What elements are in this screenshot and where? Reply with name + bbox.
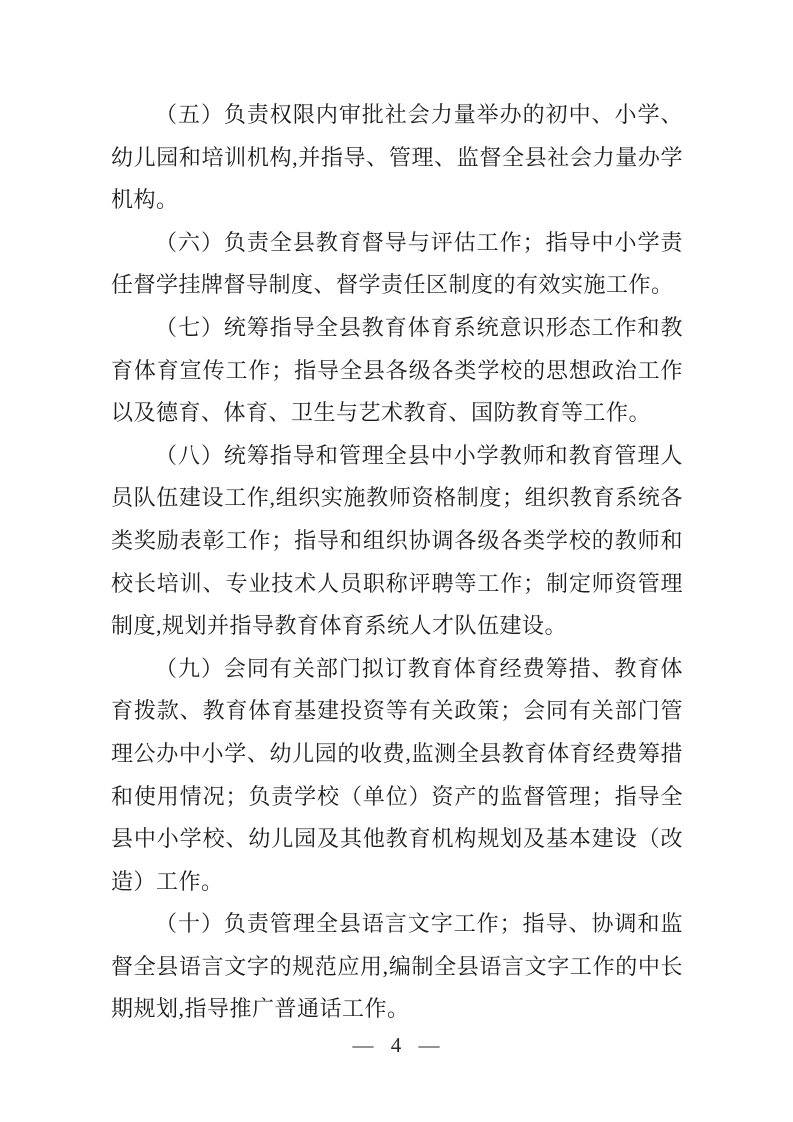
paragraph-item-ten: （十）负责管理全县语言文字工作；指导、协调和监督全县语言文字的规范应用,编制全县语言文字工作的中长期规划,指导推广普通话工作。 <box>111 911 683 1022</box>
document-body <box>111 94 683 1031</box>
paragraph-item-eight: （八）统筹指导和管理全县中小学教师和教育管理人员队伍建设工作,组织实施教师资格制度；组织教育系统各类奖励表彰工作；指导和组织协调各级各类学校的教师和校长培训、专业技术人员职称评聘等工作；制定师资管理制度,规划并指导教育体育系统人才队伍建设。 <box>111 442 683 639</box>
paragraph-item-six: （六）负责全县教育督导与评估工作；指导中小学责任督学挂牌督导制度、督学责任区制度的有效实施工作。 <box>111 229 683 298</box>
paragraph-item-seven: （七）统筹指导全县教育体育系统意识形态工作和教育体育宣传工作；指导全县各级各类学校的思想政治工作以及德育、体育、卫生与艺术教育、国防教育等工作。 <box>111 314 683 426</box>
paragraph-item-five: （五）负责权限内审批社会力量举办的初中、小学、幼儿园和培训机构,并指导、管理、监督全县社会力量办学机构。 <box>111 102 683 213</box>
paragraph-item-nine: （九）会同有关部门拟订教育体育经费筹措、教育体育拨款、教育体育基建投资等有关政策；会同有关部门管理公办中小学、幼儿园的收费,监测全县教育体育经费筹措和使用情况；负责学校（单位）资产的监督管理；指导全县中小学校、幼儿园及其他教育机构规划及基本建设（改造）工作。 <box>111 655 683 894</box>
page-footer <box>0 1033 793 1058</box>
page-number: — 4 — <box>352 1033 441 1057</box>
